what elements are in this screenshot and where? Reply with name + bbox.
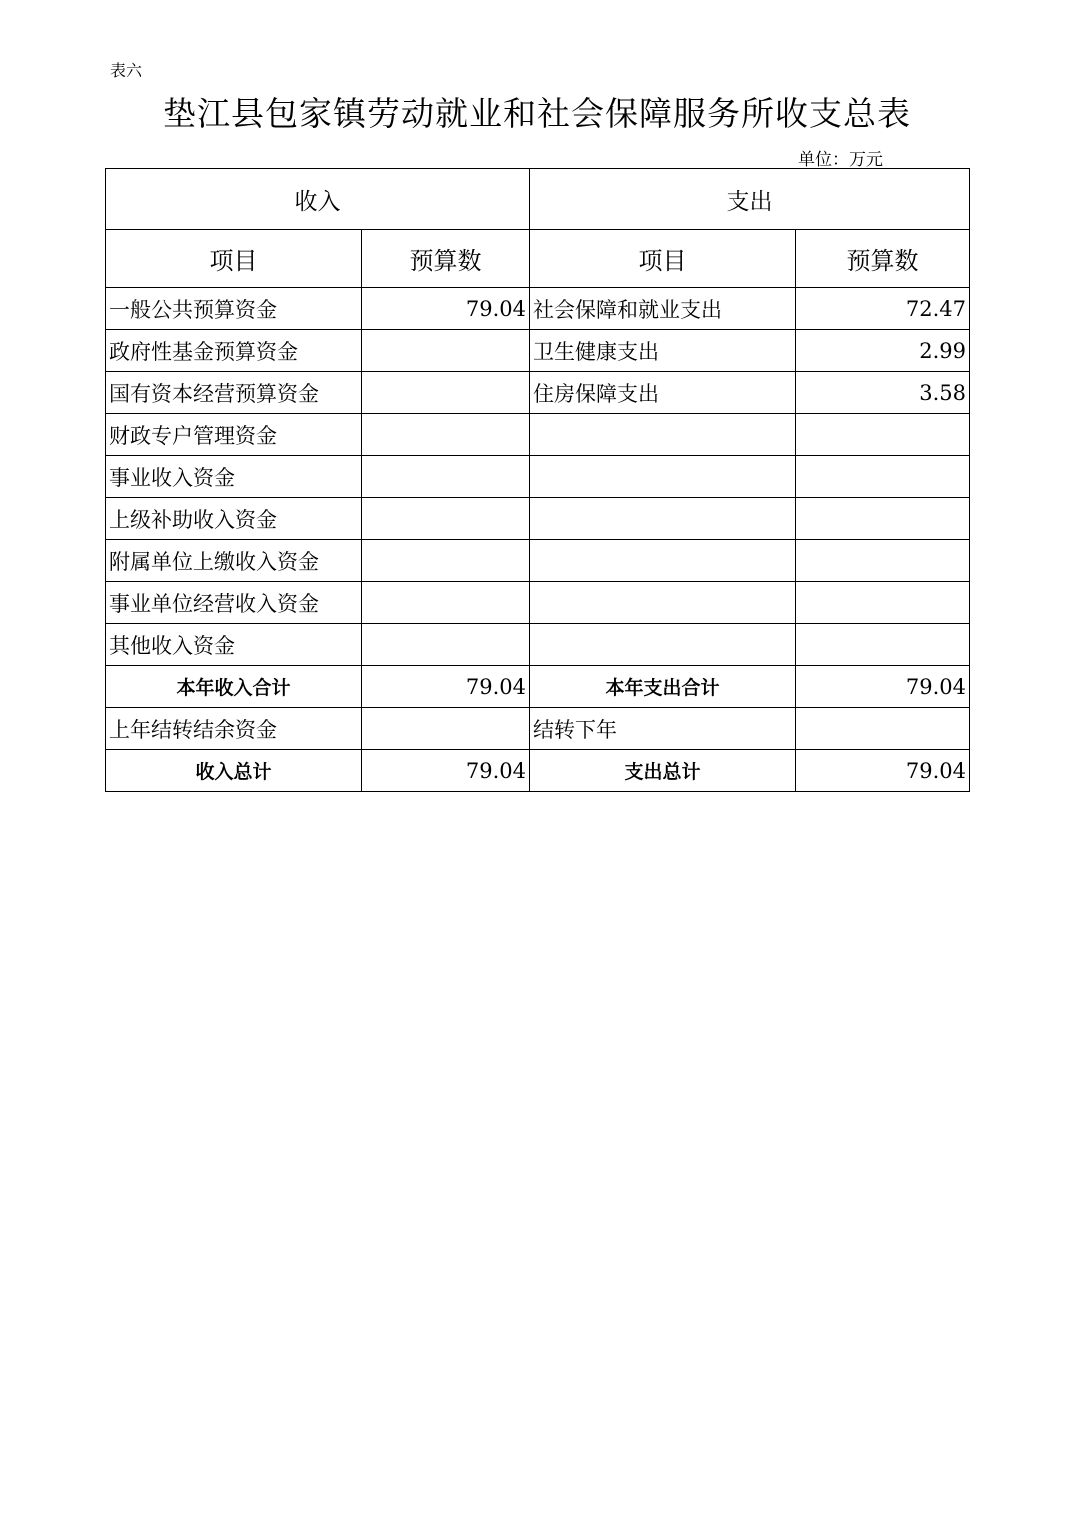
expense-item-header: 项目 <box>530 230 796 288</box>
expense-item <box>530 624 796 666</box>
carryover-expense-label: 结转下年 <box>530 708 796 750</box>
table-row <box>106 456 970 498</box>
income-amount-header: 预算数 <box>362 230 530 288</box>
expense-amount <box>796 414 970 456</box>
column-header-row <box>106 230 970 288</box>
year-income-total-label: 本年收入合计 <box>106 666 362 708</box>
expense-item: 卫生健康支出 <box>530 330 796 372</box>
year-income-total-amount: 79.04 <box>362 666 530 708</box>
table-row <box>106 330 970 372</box>
income-amount: 79.04 <box>362 288 530 330</box>
income-item: 事业收入资金 <box>106 456 362 498</box>
income-item: 附属单位上缴收入资金 <box>106 540 362 582</box>
income-amount <box>362 330 530 372</box>
section-header-row <box>106 169 970 230</box>
expense-item: 社会保障和就业支出 <box>530 288 796 330</box>
carryover-row <box>106 708 970 750</box>
year-expense-total-amount: 79.04 <box>796 666 970 708</box>
table-row <box>106 414 970 456</box>
table-row <box>106 582 970 624</box>
expense-amount-header: 预算数 <box>796 230 970 288</box>
income-item: 上级补助收入资金 <box>106 498 362 540</box>
income-item: 事业单位经营收入资金 <box>106 582 362 624</box>
expense-item <box>530 582 796 624</box>
table-row <box>106 288 970 330</box>
income-item: 一般公共预算资金 <box>106 288 362 330</box>
income-amount <box>362 498 530 540</box>
expense-item <box>530 414 796 456</box>
grand-total-row <box>106 750 970 792</box>
table-row <box>106 372 970 414</box>
grand-income-total-amount: 79.04 <box>362 750 530 792</box>
expense-amount <box>796 498 970 540</box>
expense-item <box>530 456 796 498</box>
expense-item: 住房保障支出 <box>530 372 796 414</box>
expense-item <box>530 498 796 540</box>
grand-expense-total-label: 支出总计 <box>530 750 796 792</box>
year-total-row <box>106 666 970 708</box>
income-amount <box>362 540 530 582</box>
carryover-income-label: 上年结转结余资金 <box>106 708 362 750</box>
grand-expense-total-amount: 79.04 <box>796 750 970 792</box>
income-amount <box>362 582 530 624</box>
expense-amount <box>796 456 970 498</box>
table-label: 表六 <box>110 61 143 80</box>
expense-amount: 3.58 <box>796 372 970 414</box>
income-item-header: 项目 <box>106 230 362 288</box>
unit-label: 单位：万元 <box>798 150 883 170</box>
table-row <box>106 540 970 582</box>
expense-amount <box>796 582 970 624</box>
expense-item <box>530 540 796 582</box>
income-item: 其他收入资金 <box>106 624 362 666</box>
carryover-income-amount <box>362 708 530 750</box>
table-row <box>106 498 970 540</box>
expense-amount: 2.99 <box>796 330 970 372</box>
page-title: 垫江县包家镇劳动就业和社会保障服务所收支总表 <box>163 94 911 133</box>
grand-income-total-label: 收入总计 <box>106 750 362 792</box>
expense-amount: 72.47 <box>796 288 970 330</box>
income-item: 国有资本经营预算资金 <box>106 372 362 414</box>
table-row <box>106 624 970 666</box>
income-item: 政府性基金预算资金 <box>106 330 362 372</box>
carryover-expense-amount <box>796 708 970 750</box>
income-item: 财政专户管理资金 <box>106 414 362 456</box>
income-amount <box>362 624 530 666</box>
expense-section-header: 支出 <box>530 169 970 230</box>
income-amount <box>362 414 530 456</box>
income-amount <box>362 456 530 498</box>
expense-amount <box>796 624 970 666</box>
expense-amount <box>796 540 970 582</box>
year-expense-total-label: 本年支出合计 <box>530 666 796 708</box>
income-section-header: 收入 <box>106 169 530 230</box>
income-amount <box>362 372 530 414</box>
budget-table <box>105 168 970 792</box>
